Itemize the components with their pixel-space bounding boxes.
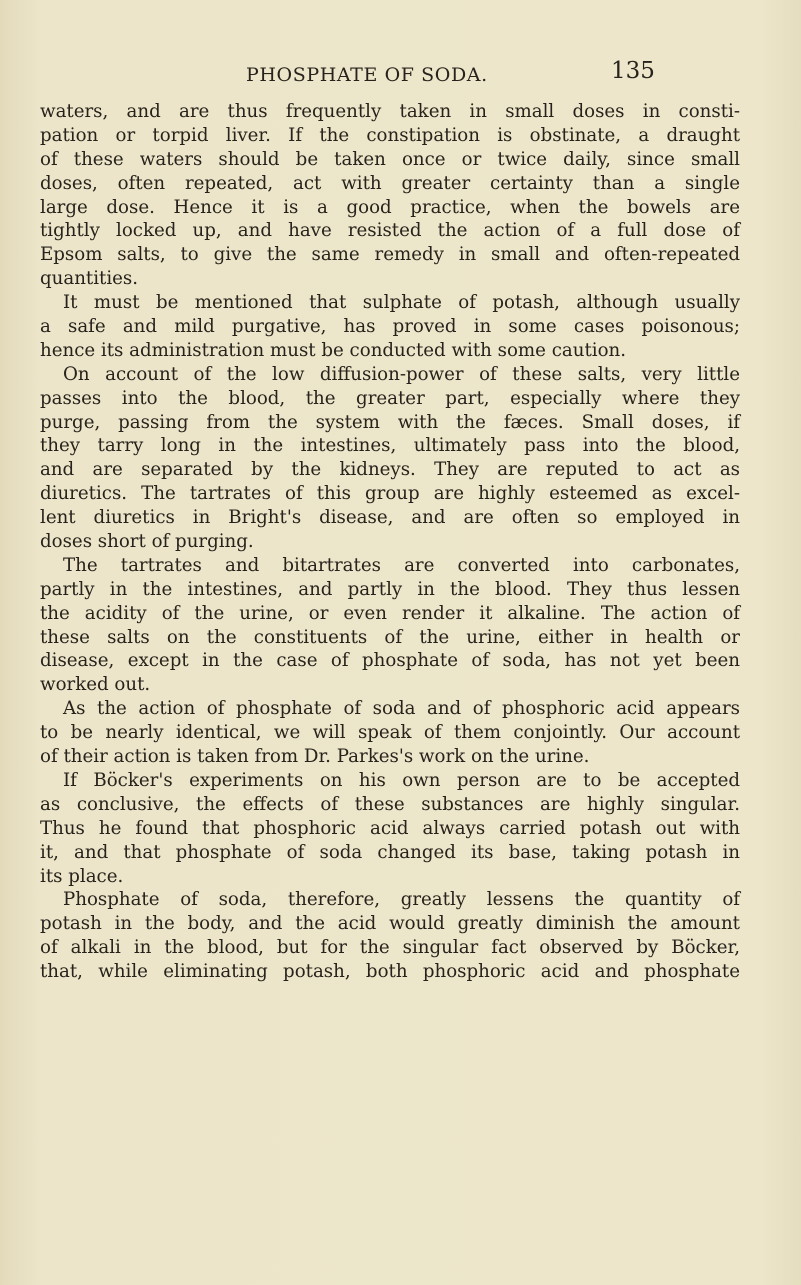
text-line: these salts on the constituents of the urine, either in health or — [40, 626, 740, 648]
body-text — [40, 100, 740, 984]
text-line: quantities. — [40, 268, 139, 290]
text-line: It must be mentioned that sulphate of potash, although usually — [63, 292, 740, 314]
text-line: partly in the intestines, and partly in the blood. They thus lessen — [40, 578, 740, 600]
text-line: purge, passing from the system with the fæces. Small doses, if — [40, 411, 740, 433]
text-line: worked out. — [40, 674, 151, 696]
text-line: of their action is taken from Dr. Parkes's work on the urine. — [40, 746, 590, 768]
running-title: PHOSPHATE OF SODA. — [246, 64, 488, 86]
text-line: disease, except in the case of phosphate of soda, has not yet been — [40, 650, 740, 672]
text-line: large dose. Hence it is a good practice, when the bowels are — [40, 196, 740, 218]
text-line: they tarry long in the intestines, ultimately pass into the blood, — [40, 435, 740, 457]
text-line: As the action of phosphate of soda and of phosphoric acid appears — [63, 698, 740, 720]
text-line: If Böcker's experiments on his own person are to be accepted — [63, 769, 740, 791]
text-line: and are separated by the kidneys. They are reputed to act as — [40, 459, 740, 481]
text-line: hence its administration must be conducted with some caution. — [40, 339, 627, 361]
text-line: Phosphate of soda, therefore, greatly lessens the quantity of — [63, 889, 740, 911]
running-head — [0, 58, 801, 92]
text-line: waters, and are thus frequently taken in small doses in consti- — [40, 101, 740, 122]
text-line: a safe and mild purgative, has proved in some cases poisonous; — [40, 316, 740, 338]
text-line: Epsom salts, to give the same remedy in small and often-repeated — [40, 244, 740, 266]
text-line: diuretics. The tartrates of this group are highly esteemed as excel- — [40, 483, 740, 505]
text-line: pation or torpid liver. If the constipation is obstinate, a draught — [40, 124, 740, 146]
text-line: as conclusive, the effects of these substances are highly singular. — [40, 793, 740, 815]
text-line: The tartrates and bitartrates are converted into carbonates, — [63, 554, 740, 576]
text-line: it, and that phosphate of soda changed its base, taking potash in — [40, 841, 740, 863]
text-line: passes into the blood, the greater part, especially where they — [40, 387, 740, 409]
text-line: potash in the body, and the acid would greatly diminish the amount — [40, 913, 740, 935]
text-line: that, while eliminating potash, both phosphoric acid and phosphate — [40, 961, 740, 983]
text-line: of these waters should be taken once or twice daily, since small — [40, 148, 740, 170]
text-line: doses short of purging. — [40, 531, 254, 553]
text-line: of alkali in the blood, but for the singular fact observed by Böcker, — [40, 937, 740, 959]
text-line: tightly locked up, and have resisted the action of a full dose of — [40, 220, 740, 242]
page-number: 135 — [611, 58, 655, 84]
text-line: On account of the low diffusion-power of these salts, very little — [63, 363, 740, 385]
text-line: Thus he found that phosphoric acid always carried potash out with — [40, 817, 740, 839]
text-line: its place. — [40, 865, 124, 887]
text-line: the acidity of the urine, or even render it alkaline. The action of — [40, 602, 740, 624]
text-line: to be nearly identical, we will speak of them conjointly. Our account — [40, 722, 740, 744]
text-line: doses, often repeated, act with greater certainty than a single — [40, 172, 740, 194]
text-line: lent diuretics in Bright's disease, and are often so employed in — [40, 507, 740, 529]
